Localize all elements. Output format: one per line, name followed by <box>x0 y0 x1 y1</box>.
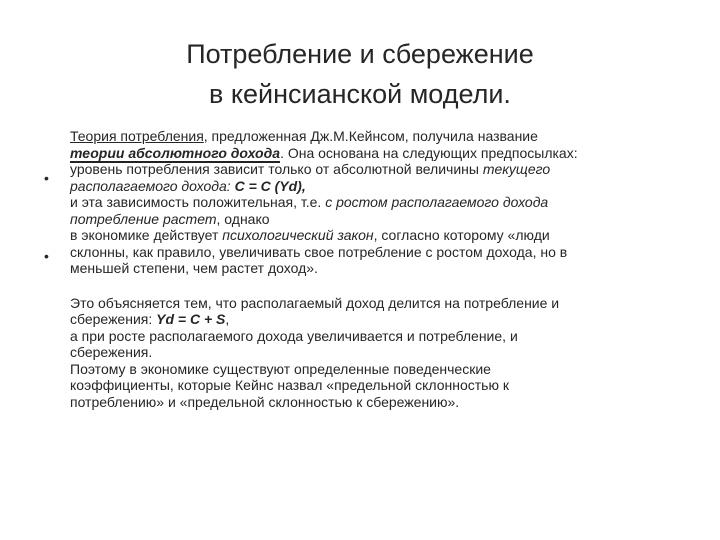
bullet-2-line-3: меньшей степени, чем растет доход». <box>70 260 318 276</box>
formula-consumption: С = С (Yd), <box>234 177 306 194</box>
term-psychological-law: психологический закон <box>222 227 374 243</box>
term-absolute-income-theory: теории абсолютного дохода <box>70 144 281 161</box>
bullet-1-line-1 <box>70 161 670 178</box>
term-consumption-theory: Теория потребления <box>70 128 204 144</box>
bullet-1-text-f: с ростом располагаемого дохода <box>325 194 549 210</box>
title-line-1: Потребление и сбережение <box>186 39 534 69</box>
p2-line-2 <box>70 311 670 328</box>
bullet-1-text-c: располагаемого дохода: <box>70 177 235 194</box>
bullet-2-text-c: , согласно которому «люди <box>373 227 550 243</box>
bullet-1-marker: • <box>44 170 49 186</box>
formula-income-split: Yd = C + S <box>156 311 226 327</box>
bullet-1-text-h: , однако <box>216 210 270 227</box>
bullet-2-line-2: склонны, как правило, увеличивать свое потребление с ростом дохода, но в <box>70 243 568 260</box>
p2-line-5: Поэтому в экономике существуют определенные поведенческие <box>70 360 491 377</box>
slide-body <box>70 128 670 410</box>
bullet-1-line-3 <box>70 194 670 211</box>
bullet-1-line-2 <box>70 178 670 195</box>
paragraph-gap <box>70 277 670 295</box>
p2-text-d: , <box>225 311 230 327</box>
intro-line-1 <box>70 128 670 145</box>
p2-line-6: коэффициенты, которые Кейнс назвал «предельной склонностью к <box>70 377 509 393</box>
bullet-2-line-1 <box>70 227 670 244</box>
p2-line-7: потреблению» и «предельной склонностью к сбережению». <box>70 393 460 410</box>
intro-text-1: , предложенная Дж.М.Кейнсом, получила название <box>203 128 538 144</box>
p2-line-4: сбережения. <box>70 344 153 360</box>
bullet-1-text-a: уровень потребления зависит только от абсолютной величины <box>70 161 483 177</box>
intro-text-2: . Она основана на следующих предпосылках: <box>280 144 578 161</box>
p2-line-1: Это объясняется тем, что располагаемый доход делится на потребление и <box>70 294 560 311</box>
p2-line-3: а при росте располагаемого дохода увеличивается и потребление, и <box>70 327 518 344</box>
bullet-1-text-g: потребление растет <box>70 210 217 227</box>
title-line-2: в кейнсианской модели. <box>209 79 511 109</box>
bullet-2-marker: • <box>44 248 49 264</box>
bullet-1-text-b: текущего <box>482 161 551 177</box>
bullet-1-text-e: и эта зависимость положительная, т.е. <box>70 194 326 210</box>
bullet-1-line-4 <box>70 211 670 228</box>
slide-title <box>0 34 720 114</box>
intro-line-2 <box>70 145 670 162</box>
p2-text-b: сбережения: <box>70 311 157 327</box>
bullet-2-text-a: в экономике действует <box>70 227 223 243</box>
